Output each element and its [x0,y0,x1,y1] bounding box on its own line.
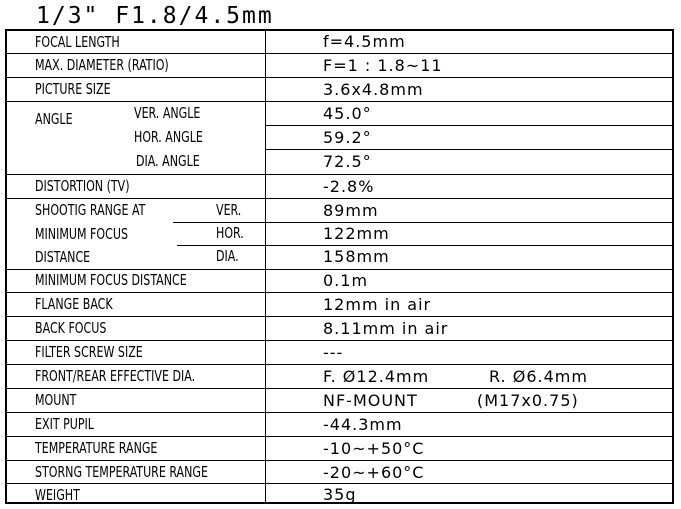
effective-dia-label: FRONT/REAR EFFECTIVE DIA. [35,367,196,385]
rear-effective-dia-value: R. Ø6.4mm [489,367,588,386]
flange-back-label: FLANGE BACK [35,295,113,313]
back-focus-value: 8.11mm in air [323,319,449,338]
hor-angle-label: HOR. ANGLE [134,128,203,146]
front-effective-dia-value: F. Ø12.4mm [323,367,430,386]
row-divider [265,149,672,150]
focal-length-value: f=4.5mm [323,32,406,51]
picture-size-value: 3.6x4.8mm [323,80,424,99]
row-divider [7,292,672,293]
row-divider [7,483,672,484]
row-divider [265,245,672,246]
row-divider [7,460,672,461]
row-divider [7,269,672,270]
min-focus-distance-value: 0.1m [323,271,369,290]
temperature-range-value: -10~+50°C [323,439,425,458]
ver-angle-label: VER. ANGLE [134,104,201,122]
angle-label: ANGLE [35,110,73,128]
shooting-ver-label: VER. [216,201,242,219]
range-divider [177,245,265,246]
row-divider [7,316,672,317]
row-divider [7,198,672,199]
shooting-dia-label: DIA. [216,247,239,265]
row-divider [7,436,672,437]
shooting-hor-value: 122mm [323,224,390,243]
shooting-range-label: SHOOTIG RANGE AT [35,201,146,219]
row-divider [7,101,672,102]
distortion-value: -2.8% [323,177,375,196]
ver-angle-value: 45.0° [323,104,372,123]
row-divider [7,388,672,389]
exit-pupil-value: -44.3mm [323,415,403,434]
shooting-hor-label: HOR. [216,224,244,242]
hor-angle-value: 59.2° [323,128,372,147]
shooting-dia-value: 158mm [323,247,390,266]
flange-back-value: 12mm in air [323,295,432,314]
shooting-ver-value: 89mm [323,201,379,220]
minimum-focus-label: MINIMUM FOCUS [35,225,129,243]
row-divider [7,364,672,365]
weight-label: WEIGHT [35,486,80,504]
mount-label: MOUNT [35,391,77,409]
storage-temperature-label: STORNG TEMPERATURE RANGE [35,463,208,481]
dia-angle-label: DIA. ANGLE [136,152,200,170]
distortion-label: DISTORTION (TV) [35,177,130,195]
max-diameter-label: MAX. DIAMETER (RATIO) [35,56,169,74]
spec-table [5,29,674,504]
row-divider [7,53,672,54]
weight-value: 35g [323,485,357,504]
filter-screw-value: --- [323,343,344,362]
row-divider [7,174,672,175]
range-divider [173,222,265,223]
focal-length-label: FOCAL LENGTH [35,33,120,51]
row-divider [7,412,672,413]
filter-screw-label: FILTER SCREW SIZE [35,343,143,361]
row-divider [7,77,672,78]
distance-label: DISTANCE [35,248,91,266]
row-divider [265,222,672,223]
storage-temperature-value: -20~+60°C [323,463,425,482]
page-title: 1/3" F1.8/4.5mm [36,3,274,29]
back-focus-label: BACK FOCUS [35,319,107,337]
mount-detail-value: (M17x0.75) [477,391,579,410]
row-divider [7,340,672,341]
row-divider [265,125,672,126]
min-focus-distance-label: MINIMUM FOCUS DISTANCE [35,271,187,289]
temperature-range-label: TEMPERATURE RANGE [35,439,158,457]
mount-value: NF-MOUNT [323,391,418,410]
max-diameter-value: F=1 : 1.8~11 [323,56,443,75]
exit-pupil-label: EXIT PUPIL [35,415,94,433]
dia-angle-value: 72.5° [323,152,372,171]
picture-size-label: PICTURE SIZE [35,80,111,98]
